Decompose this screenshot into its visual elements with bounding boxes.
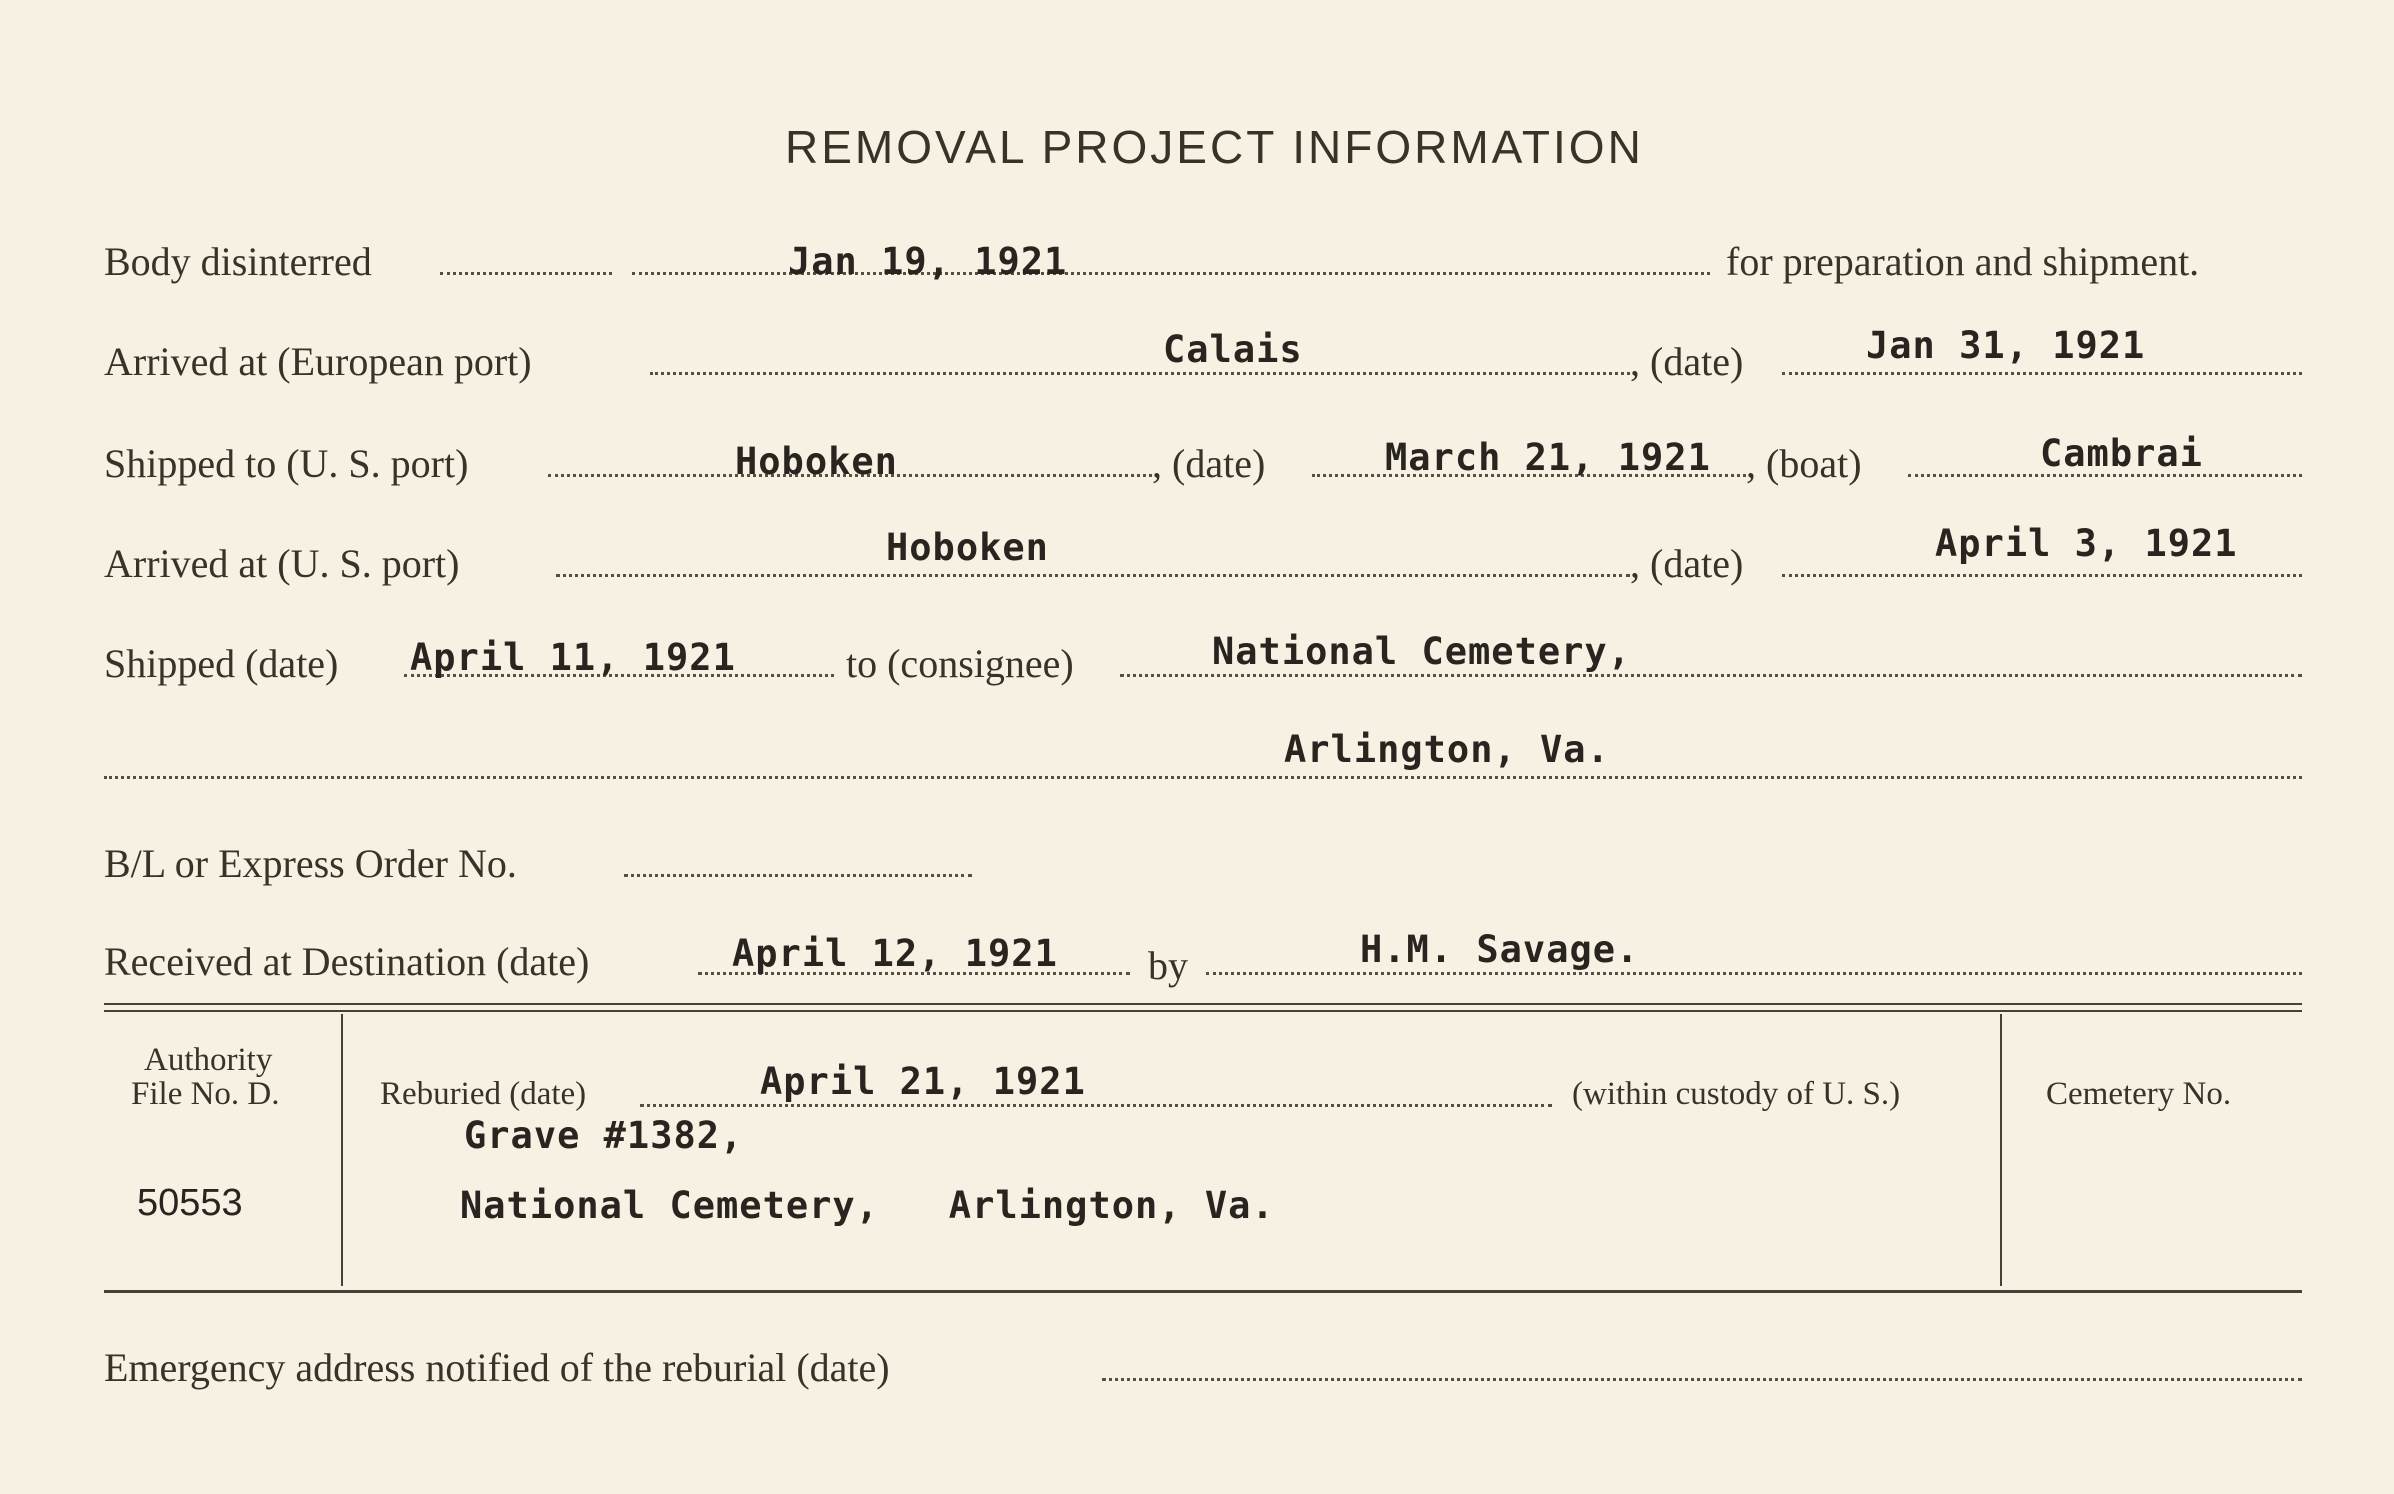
reburial-location: National Cemetery, Arlington, Va. xyxy=(460,1184,1275,1227)
rule xyxy=(104,1290,2302,1293)
dotted-line xyxy=(640,1104,1552,1107)
arrived-european-label: Arrived at (European port) xyxy=(104,339,532,384)
dotted-line xyxy=(104,776,2302,779)
received-label: Received at Destination (date) xyxy=(104,939,590,984)
arrived-european-date-label: , (date) xyxy=(1630,339,1744,384)
emergency-label: Emergency address notified of the reburial (date) xyxy=(104,1345,890,1390)
dotted-line xyxy=(1206,972,2302,975)
dotted-line xyxy=(1782,372,2302,375)
reburied-date: April 21, 1921 xyxy=(760,1060,1086,1103)
arrived-us-port: Hoboken xyxy=(886,526,1049,569)
rule xyxy=(104,1003,2302,1005)
shipped-us-date-label: , (date) xyxy=(1152,441,1266,486)
grave-number: Grave #1382, xyxy=(464,1114,744,1157)
authority-label-1: Authority xyxy=(144,1042,273,1078)
authority-label-2: File No. D. xyxy=(131,1076,280,1112)
box-divider xyxy=(341,1014,343,1286)
dotted-line xyxy=(1102,1378,2302,1381)
shipped-us-date: March 21, 1921 xyxy=(1385,436,1711,479)
card-title: REMOVAL PROJECT INFORMATION xyxy=(785,121,1644,173)
arrived-european-date: Jan 31, 1921 xyxy=(1866,324,2146,367)
dotted-line xyxy=(650,372,1630,375)
authority-file-no: 50553 xyxy=(137,1182,243,1224)
dotted-line xyxy=(1782,574,2302,577)
dotted-line xyxy=(440,272,612,275)
shipped-us-boat: Cambrai xyxy=(2040,432,2203,475)
arrived-us-label: Arrived at (U. S. port) xyxy=(104,541,460,586)
rule xyxy=(104,1010,2302,1012)
shipped-us-boat-label: , (boat) xyxy=(1746,441,1862,486)
bl-label: B/L or Express Order No. xyxy=(104,841,517,886)
received-by-label: by xyxy=(1148,943,1188,988)
dotted-line xyxy=(624,874,972,877)
cemetery-no-label: Cemetery No. xyxy=(2046,1076,2232,1112)
received-by: H.M. Savage. xyxy=(1360,928,1640,971)
custody-note: (within custody of U. S.) xyxy=(1572,1076,1901,1112)
arrived-european-port: Calais xyxy=(1163,328,1303,371)
arrived-us-date: April 3, 1921 xyxy=(1935,522,2238,565)
reburied-label: Reburied (date) xyxy=(380,1076,587,1112)
box-divider xyxy=(2000,1014,2002,1286)
dotted-line xyxy=(556,574,1630,577)
consignee-line2: Arlington, Va. xyxy=(1284,728,1610,771)
body-disinterred-value: Jan 19, 1921 xyxy=(788,240,1068,283)
body-disinterred-label: Body disinterred xyxy=(104,239,372,284)
shipped-us-label: Shipped to (U. S. port) xyxy=(104,441,469,486)
dotted-line xyxy=(1120,674,2302,677)
arrived-us-date-label: , (date) xyxy=(1630,541,1744,586)
consignee-label: to (consignee) xyxy=(846,641,1074,686)
consignee-line1: National Cemetery, xyxy=(1212,630,1631,673)
shipped-date: April 11, 1921 xyxy=(410,636,736,679)
shipped-date-label: Shipped (date) xyxy=(104,641,339,686)
shipped-us-port: Hoboken xyxy=(735,440,898,483)
body-disinterred-suffix: for preparation and shipment. xyxy=(1726,239,2200,284)
received-date: April 12, 1921 xyxy=(732,932,1058,975)
